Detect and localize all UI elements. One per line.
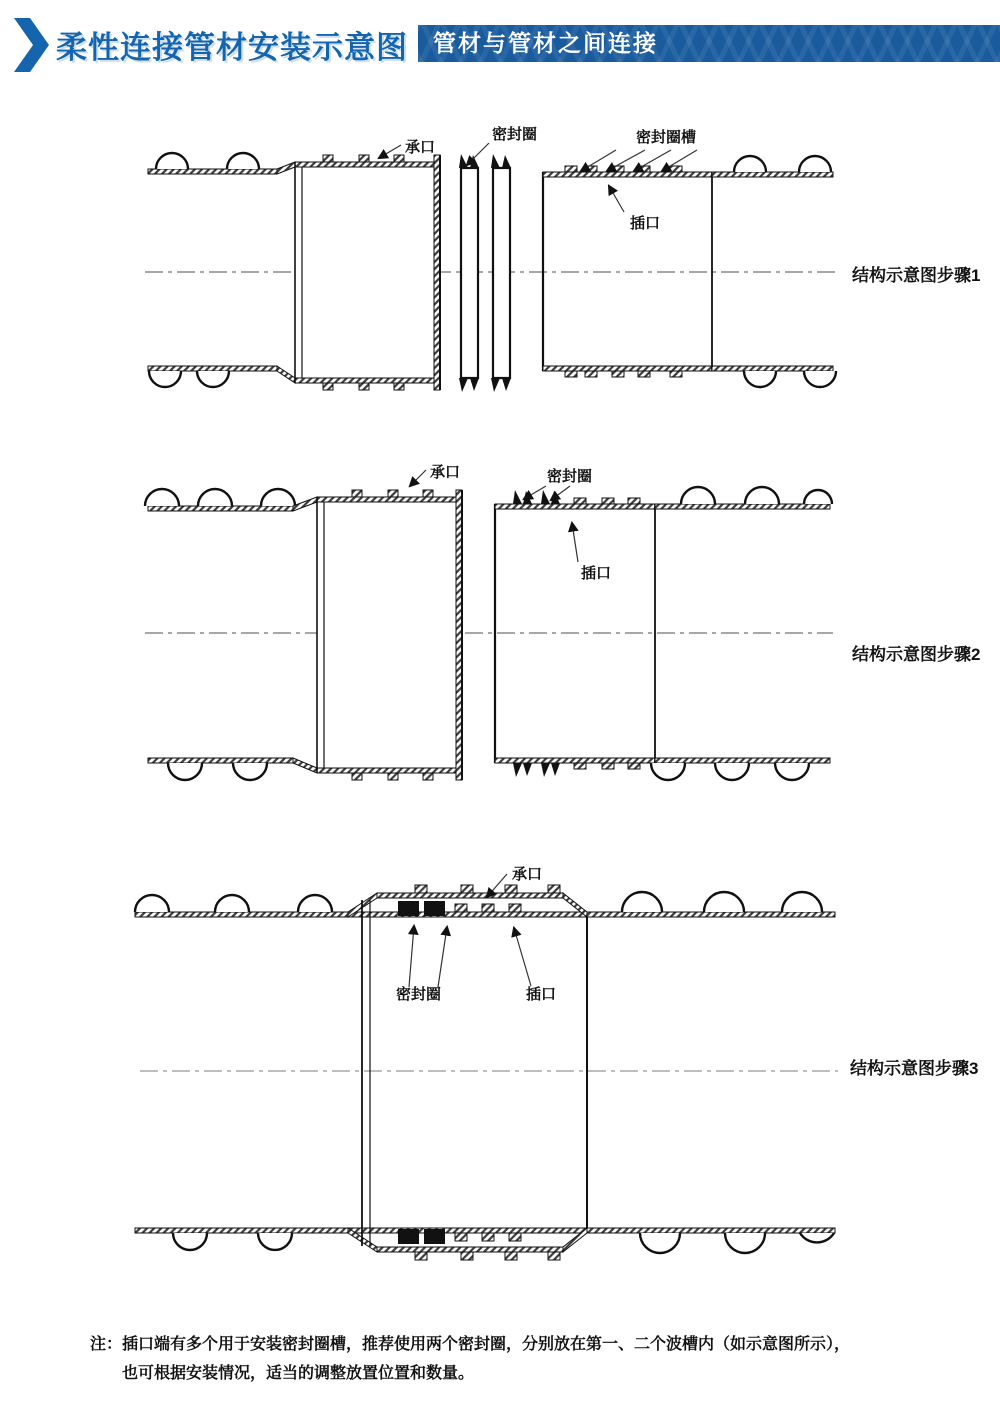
label-spigot: 插口 [581,565,612,582]
label-spigot: 插口 [630,215,661,232]
step-2-diagram [0,455,1000,800]
footnote-line-1: 插口端有多个用于安装密封圈槽，推荐使用两个密封圈，分别放在第一、二个波槽内（如示意图所示）， [122,1336,851,1353]
leader-spigot [514,928,531,986]
label-seal-ring-groove: 密封圈槽 [636,129,697,146]
assembled-joint [348,885,587,1260]
step-1-caption: 结构示意图步骤1 [852,266,981,285]
left-corrugated-pipe [145,489,317,780]
left-corrugated-pipe [135,895,348,1250]
footnote-prefix: 注： [90,1336,123,1353]
label-socket: 承口 [430,464,461,481]
step-2-caption: 结构示意图步骤2 [852,645,981,664]
leader-groove-1 [581,150,616,171]
footnote-body [122,1331,850,1389]
label-spigot: 插口 [526,986,557,1003]
header-chevron-icon [12,18,50,72]
footnote [90,1331,960,1389]
banner-subtitle: 管材与管材之间连接 [433,30,658,56]
leader-seal-ring-2 [438,927,447,987]
socket-bell [317,490,462,780]
leader-spigot [572,523,578,562]
footnote-line-2: 也可根据安装情况，适当的调整放置位置和数量。 [122,1364,475,1382]
left-corrugated-pipe [148,153,295,387]
right-corrugated-pipe [587,892,835,1253]
label-socket: 承口 [405,139,436,156]
header-banner [418,25,1000,62]
socket-bell [295,155,440,390]
label-seal-ring: 密封圈 [492,126,538,143]
label-seal-ring: 密封圈 [396,986,442,1003]
leader-seal-ring [467,143,489,165]
label-seal-ring: 密封圈 [547,468,593,485]
seal-rings [459,154,511,392]
leader-spigot [609,186,624,212]
page-title: 柔性连接管材安装示意图 [56,30,408,65]
label-socket: 承口 [512,866,543,883]
step-1-diagram [0,120,1000,410]
leader-seal-ring-1 [409,926,414,987]
leader-socket [410,470,426,486]
step-3-caption: 结构示意图步骤3 [850,1059,979,1078]
